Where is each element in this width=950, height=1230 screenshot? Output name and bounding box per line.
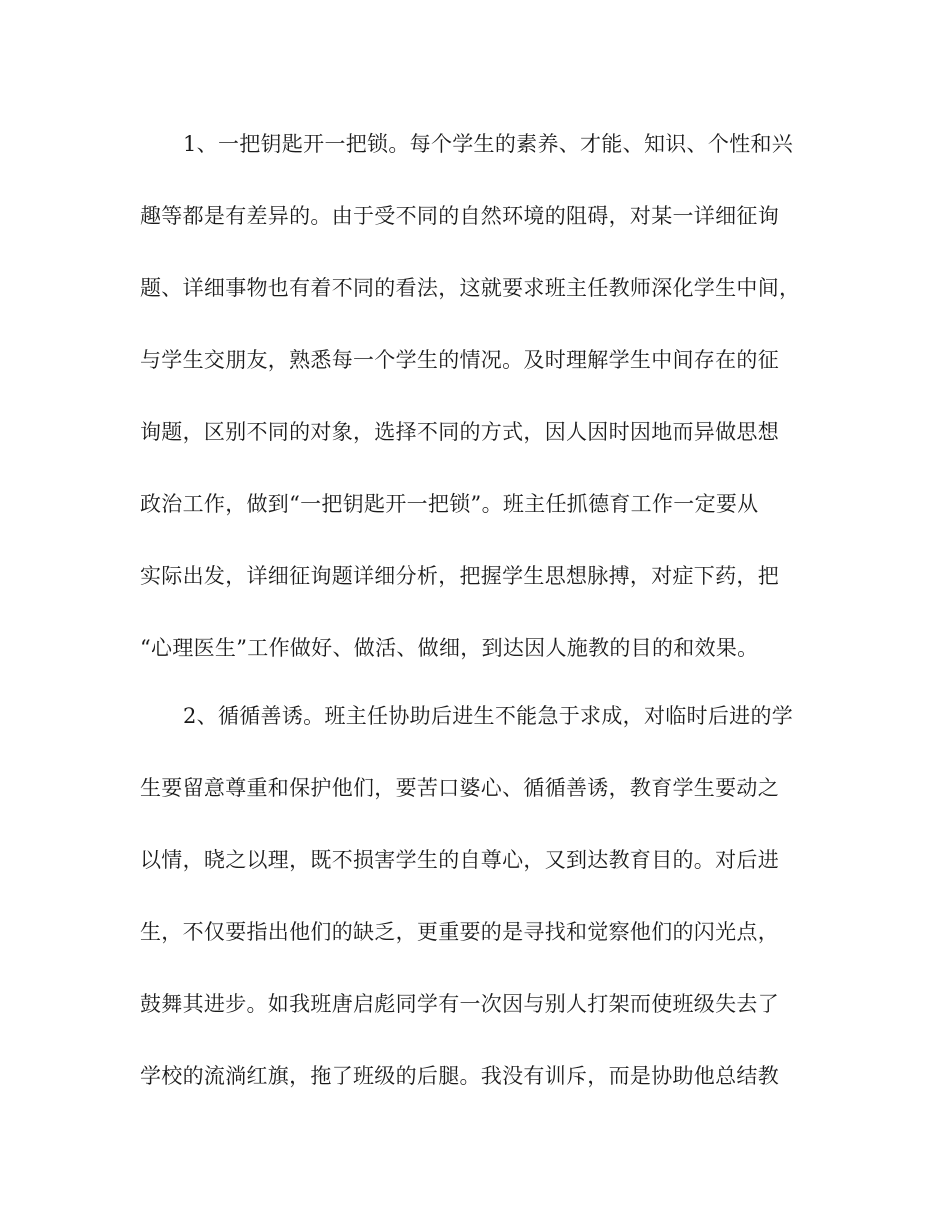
paragraph-2-line-3: 以情，晓之以理，既不损害学生的自尊心，又到达教育目的。对后进	[140, 848, 779, 872]
paragraph-1-line-5: 询题，区别不同的对象，选择不同的方式，因人因时因地而异做思想	[140, 420, 779, 444]
paragraph-2-line-5: 鼓舞其进步。如我班唐启彪同学有一次因与别人打架而使班级失去了	[140, 992, 779, 1016]
paragraph-1-line-4: 与学生交朋友，熟悉每一个学生的情况。及时理解学生中间存在的征	[140, 348, 779, 372]
paragraph-2-line-2: 生要留意尊重和保护他们，要苦口婆心、循循善诱，教育学生要动之	[140, 776, 779, 800]
paragraph-2-line-6: 学校的流淌红旗，拖了班级的后腿。我没有训斥，而是协助他总结教	[140, 1064, 779, 1088]
paragraph-1-line-7: 实际出发，详细征询题详细分析，把握学生思想脉搏，对症下药，把	[140, 564, 779, 588]
paragraph-2-line-4: 生，不仅要指出他们的缺乏，更重要的是寻找和觉察他们的闪光点，	[140, 920, 779, 944]
paragraph-1-line-1: 1、一把钥匙开一把锁。每个学生的素养、才能、知识、个性和兴	[183, 132, 794, 156]
paragraph-1-line-3: 题、详细事物也有着不同的看法，这就要求班主任教师深化学生中间，	[140, 276, 801, 300]
paragraph-1-line-6: 政治工作，做到“一把钥匙开一把锁”。班主任抓德育工作一定要从	[140, 492, 759, 516]
paragraph-1-line-2: 趣等都是有差异的。由于受不同的自然环境的阻碍，对某一详细征询	[140, 204, 779, 228]
paragraph-1-line-8: “心理医生”工作做好、做活、做细，到达因人施教的目的和效果。	[140, 636, 759, 660]
paragraph-2-line-1: 2、循循善诱。班主任协助后进生不能急于求成，对临时后进的学	[183, 704, 794, 728]
